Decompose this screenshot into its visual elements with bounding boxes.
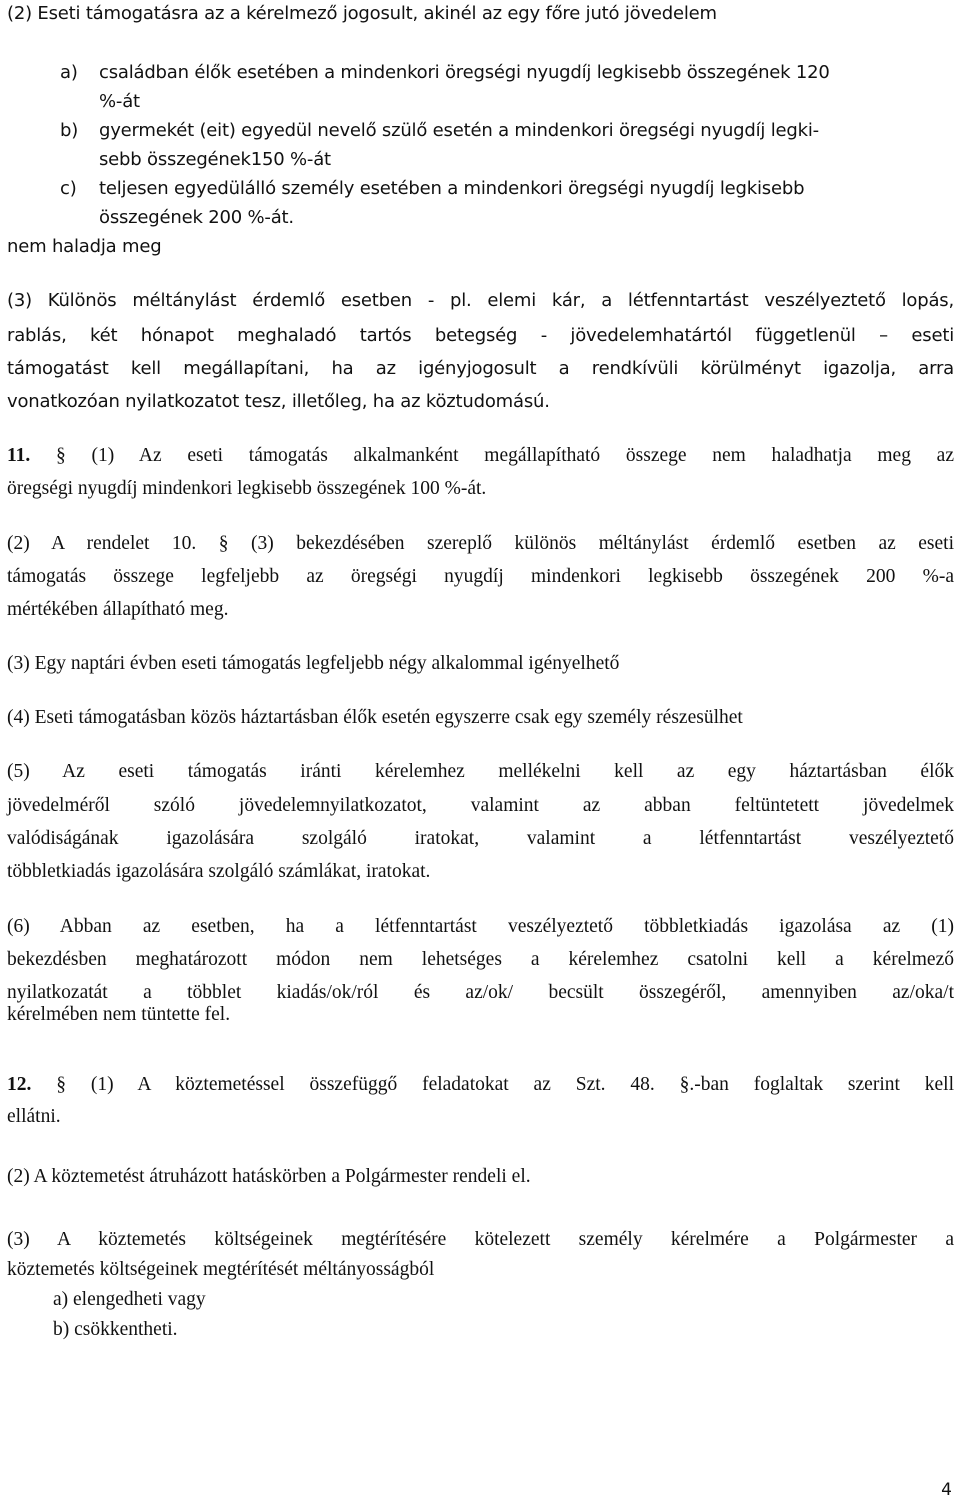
section-11-p5-line-1: (5) Az eseti támogatás iránti kérelemhez mellékelni kell az egy háztartásban élők [7,761,954,782]
list-item-c-text-cont: összegének 200 %-át. [99,207,294,228]
section-12-p1-text: § (1) A köztemetéssel összefüggő feladatokat az Szt. 48. §.-ban foglaltak szerint kell [56,1074,955,1095]
section-12-p3-line-2: köztemetés költségeinek megtérítését méltányosságból [7,1259,435,1280]
section-11-p4-line-1: (4) Eseti támogatásban közös háztartásban élők esetén egyszerre csak egy személy részesülhet [7,707,743,728]
section-11-number: 11. [7,445,31,466]
section-11-p6-line-2: bekezdésben meghatározott módon nem lehetséges a kérelemhez csatolni kell a kérelmező [7,949,954,970]
section-11-p1-text: § (1) Az eseti támogatás alkalmanként megállapítható összege nem haladhatja meg az [56,445,954,466]
section-11-p3-line-1: (3) Egy naptári évben eseti támogatás legfeljebb négy alkalommal igényelhető [7,653,620,674]
list-item-a-text-cont: %-át [99,91,140,112]
section-11-p2-line-2: támogatás összege legfeljebb az öregségi nyugdíj mindenkori legkisebb összegének 200 %-a [7,566,954,587]
section-11-p2-line-1: (2) A rendelet 10. § (3) bekezdésében szereplő különös méltánylást érdemlő esetben az eseti [7,533,954,554]
section-11-p1-line-2: öregségi nyugdíj mindenkori legkisebb összegének 100 %-át. [7,478,487,499]
section-12-p3-line-1: (3) A köztemetés költségeinek megtérítésére kötelezett személy kérelmére a Polgármester a [7,1229,954,1250]
page-number: 4 [941,1480,952,1500]
section-11-p5-line-4: többletkiadás igazolására szolgáló számlákat, iratokat. [7,861,431,882]
list-item-a-text: családban élők esetében a mindenkori öregségi nyugdíj legkisebb összegének 120 [99,62,830,83]
paragraph-2-intro: (2) Eseti támogatásra az a kérelmező jogosult, akinél az egy főre jutó jövedelem [7,3,717,24]
section-12-item-a-text: a) elengedheti vagy [53,1289,206,1310]
section-11-p5-line-2: jövedelméről szóló jövedelemnyilatkozatot, valamint az abban feltüntetett jövedelmek [7,795,954,816]
list-label-b: b) [60,120,79,141]
paragraph-3-line-3: támogatást kell megállapítani, ha az igényjogosult a rendkívüli körülményt igazolja, arra [7,358,954,379]
section-12-number: 12. [7,1074,32,1095]
paragraph-3-line-1: (3) Különös méltánylást érdemlő esetben - pl. elemi kár, a létfenntartást veszélyeztető lopás, [7,290,954,311]
section-12-p1-line-2: ellátni. [7,1106,61,1127]
section-12-item-b-text: b) csökkentheti. [53,1319,178,1340]
list-item-b-text-cont: sebb összegének150 %-át [99,149,331,170]
list-item-c-text: teljesen egyedülálló személy esetében a mindenkori öregségi nyugdíj legkisebb [99,178,805,199]
paragraph-3-line-2: rablás, két hónapot meghaladó tartós betegség - jövedelemhatártól függetlenül – eseti [7,325,954,346]
paragraph-2-closing: nem haladja meg [7,236,162,257]
section-12-p2-line-1: (2) A köztemetést átruházott hatáskörben a Polgármester rendeli el. [7,1166,531,1187]
section-12-line-1 [7,1071,954,1099]
list-label-a: a) [60,62,78,83]
list-label-c: c) [60,178,77,199]
paragraph-3-line-4: vonatkozóan nyilatkozatot tesz, illetőleg, ha az köztudomású. [7,391,550,412]
section-11-p6-line-3: nyilatkozatát a többlet kiadás/ok/ról és az/ok/ becsült összegéről, amennyiben az/oka/t [7,982,954,1003]
section-11-p6-line-4: kérelmében nem tüntette fel. [7,1004,231,1025]
section-11-p6-line-1: (6) Abban az esetben, ha a létfenntartást veszélyeztető többletkiadás igazolása az (1) [7,916,954,937]
list-item-b-text: gyermekét (eit) egyedül nevelő szülő esetén a mindenkori öregségi nyugdíj legki- [99,120,819,141]
section-11-p2-line-3: mértékében állapítható meg. [7,599,229,620]
section-11-p5-line-3: valódiságának igazolására szolgáló iratokat, valamint a létfenntartást veszélyeztető [7,828,954,849]
section-11-line-1 [7,442,954,470]
